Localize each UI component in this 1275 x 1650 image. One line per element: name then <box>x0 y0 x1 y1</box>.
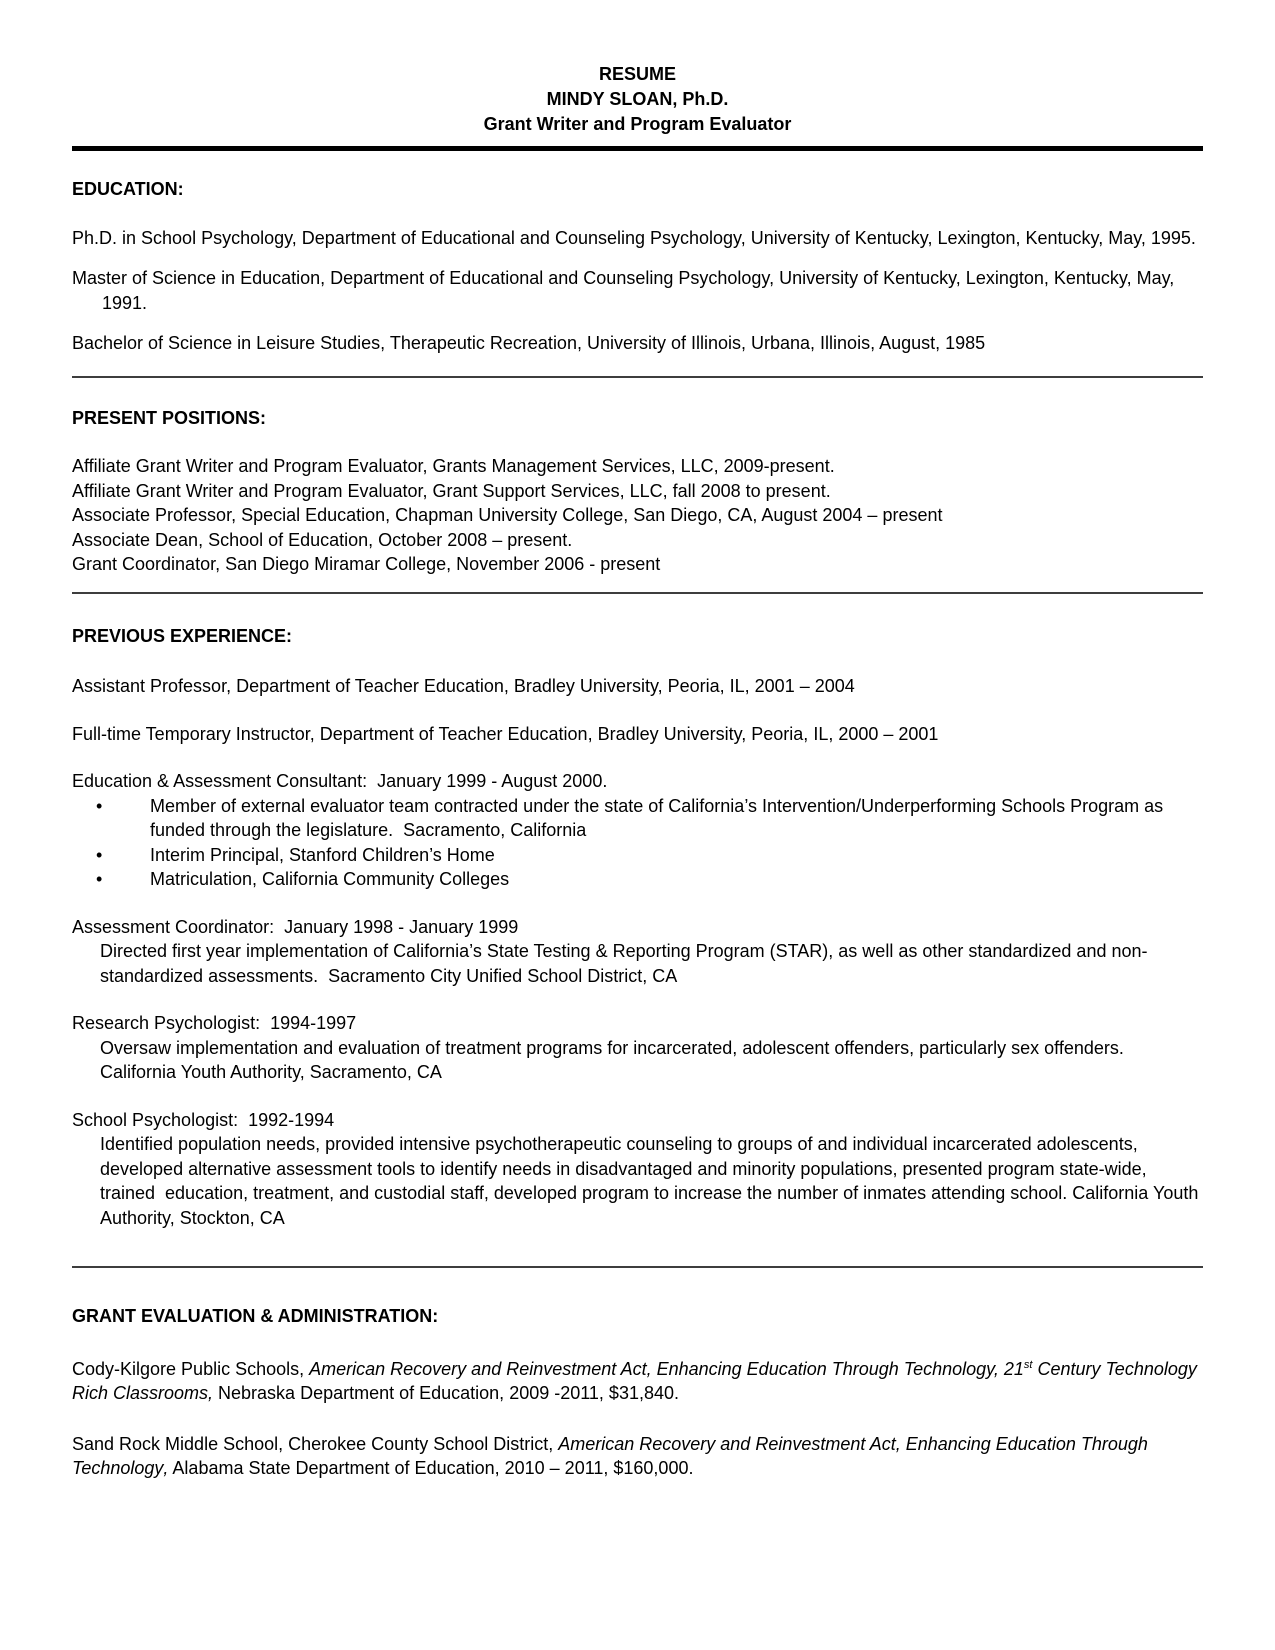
grant-text-normal: Sand Rock Middle School, Cherokee County School District, <box>72 1433 559 1454</box>
section-divider <box>72 1266 1203 1268</box>
position-item: Grant Coordinator, San Diego Miramar College, November 2006 - present <box>72 554 661 574</box>
grant-text-normal: Nebraska Department of Education, 2009 -2011, $31,840. <box>213 1383 680 1403</box>
job-bullet-list <box>72 794 1203 892</box>
bullet-item: • Matriculation, California Community Colleges <box>72 867 1203 892</box>
present-positions-list <box>72 454 1203 577</box>
section-heading-education: EDUCATION: <box>72 179 184 199</box>
job-title: Research Psychologist: 1994-1997 <box>72 1013 357 1033</box>
section-heading-present-positions: PRESENT POSITIONS: <box>72 407 267 428</box>
grant-text-italic: American Recovery and Reinvestment Act, Enhancing Education Through Technology <box>72 1433 1153 1478</box>
bullet-item: • Member of external evaluator team contracted under the state of California’s Intervention/Underperforming Schools Program as funded through the legislature. Sacramento, California <box>72 794 1203 843</box>
education-entry: Ph.D. in School Psychology, Department of Educational and Counseling Psychology, University of Kentucky, Lexington, Kentucky, May, 1995. <box>72 227 1196 248</box>
person-role: Grant Writer and Program Evaluator <box>483 114 792 134</box>
grant-text-italic: American Recovery and Reinvestment Act, Enhancing Education Through Technology, 21 <box>309 1358 1024 1379</box>
grant-text-normal: Cody-Kilgore Public Schools, <box>72 1358 310 1379</box>
grant-text-italic: , <box>163 1458 169 1478</box>
job-description: Oversaw implementation and evaluation of treatment programs for incarcerated, adolescent offenders, particularly sex offenders. California Youth Authority, Sacramento, CA <box>100 1037 1134 1082</box>
job-title: Full-time Temporary Instructor, Department of Teacher Education, Bradley University, Peoria, IL, 2000 – 2001 <box>72 723 939 744</box>
grant-text-normal: Alabama State Department of Education, 2010 – 2011, $160,000. <box>168 1458 694 1478</box>
document-title: RESUME <box>598 64 676 84</box>
section-divider <box>72 376 1203 378</box>
header-rule <box>72 146 1203 151</box>
grant-text-italic: Century Technology Rich Classrooms, <box>72 1358 1202 1403</box>
section-heading-previous-experience: PREVIOUS EXPERIENCE: <box>72 625 293 646</box>
section-divider <box>72 592 1203 594</box>
position-item: Associate Dean, School of Education, October 2008 – present. <box>72 529 573 550</box>
job-description: Identified population needs, provided intensive psychotherapeutic counseling to groups of and individual incarcerated adolescents, developed alternative assessment tools to identify needs in disadvantaged and minority populations, presented program state-wide, trained education, treatment, and custodial staff, developed program to increase the number of inmates attending school. California Youth Authority, Stockton, CA <box>100 1134 1203 1228</box>
position-item: Associate Professor, Special Education, Chapman University College, San Diego, CA, August 2004 – present <box>72 505 943 525</box>
job-title: Education & Assessment Consultant: January 1999 - August 2000. <box>72 771 608 791</box>
grant-entry <box>72 1357 1203 1406</box>
job-title: Assistant Professor, Department of Teacher Education, Bradley University, Peoria, IL, 2001 – 2004 <box>72 676 855 696</box>
document-header <box>72 62 1203 151</box>
section-grant-evaluation <box>72 1304 1203 1481</box>
job-description: Directed first year implementation of California’s State Testing & Reporting Program (STAR), as well as other standardized and non-standardized assessments. Sacramento City Unified School District, CA <box>100 941 1148 986</box>
job-title: Assessment Coordinator: January 1998 - January 1999 <box>72 916 519 937</box>
education-entry: Master of Science in Education, Department of Educational and Counseling Psychology, University of Kentucky, Lexington, Kentucky, May, 1991. <box>72 268 1180 313</box>
section-previous-experience <box>72 624 1203 1231</box>
grant-superscript: st <box>1023 1358 1033 1371</box>
position-item: Affiliate Grant Writer and Program Evaluator, Grant Support Services, LLC, fall 2008 to present. <box>72 480 831 501</box>
education-entry: Bachelor of Science in Leisure Studies, Therapeutic Recreation, University of Illinois, Urbana, Illinois, August, 1985 <box>72 333 986 353</box>
bullet-item: • Interim Principal, Stanford Children’s Home <box>72 843 1203 868</box>
position-item: Affiliate Grant Writer and Program Evaluator, Grants Management Services, LLC, 2009-present. <box>72 456 835 476</box>
person-name: MINDY SLOAN, Ph.D. <box>546 89 729 109</box>
section-education <box>72 177 1203 356</box>
section-present-positions <box>72 406 1203 577</box>
job-title: School Psychologist: 1992-1994 <box>72 1109 335 1130</box>
section-heading-grant-evaluation: GRANT EVALUATION & ADMINISTRATION: <box>72 1306 439 1326</box>
grant-entry <box>72 1432 1203 1481</box>
